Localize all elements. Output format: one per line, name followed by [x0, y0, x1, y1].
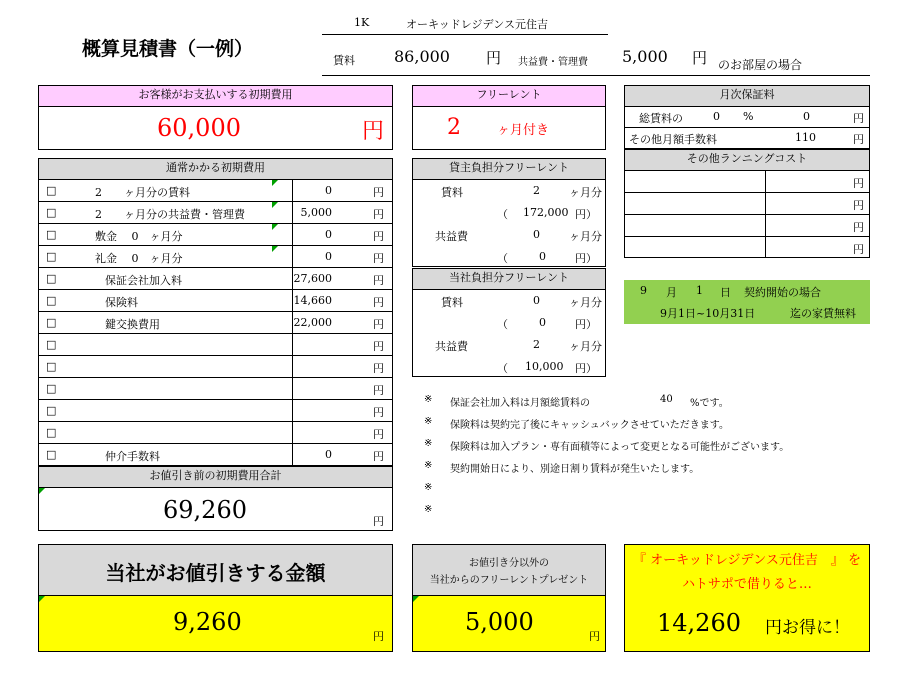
- owner-fee-paren-close: 円）: [575, 252, 597, 265]
- cost-row-yen: 円: [373, 362, 384, 375]
- running-cost-yen-3: 円: [853, 221, 864, 234]
- contract-month-unit: 月: [666, 286, 677, 299]
- contract-label: 契約開始の場合: [744, 286, 821, 299]
- owner-rent-paren-open: （: [497, 208, 508, 221]
- company-rent-unit: ヶ月分: [569, 296, 602, 309]
- note-mark-4: ※: [424, 460, 433, 471]
- note-1a: 保証会社加入料は月額総賃料の: [450, 398, 590, 409]
- cost-row-label: 礼金 0 ヶ月分: [95, 252, 183, 265]
- note-2: 保険料は契約完了後にキャッシュバックさせていただきます。: [450, 420, 729, 431]
- checkbox-icon[interactable]: □: [46, 404, 57, 417]
- total-header: お値引き前の初期費用合計: [38, 466, 393, 488]
- cost-row-value: 0: [325, 184, 332, 197]
- cost-row-yen: 円: [373, 252, 384, 265]
- owner-fee-months: 0: [533, 228, 540, 241]
- cost-row-yen: 円: [373, 384, 384, 397]
- room-type: 1K: [354, 16, 370, 29]
- cost-row: [38, 356, 393, 378]
- note-mark-1: ※: [424, 394, 433, 405]
- cost-row-value: 5,000: [300, 206, 332, 219]
- owner-rent-unit: ヶ月分: [569, 186, 602, 199]
- savings-line2: ハトサポで借りると…: [682, 577, 812, 592]
- cost-row: [38, 268, 393, 290]
- cost-row-yen: 円: [373, 274, 384, 287]
- owner-fee-unit: ヶ月分: [569, 230, 602, 243]
- present-header-box: [412, 544, 606, 596]
- page-title: 概算見積書（一例）: [82, 38, 254, 60]
- present-header-line1: お値引き分以外の: [469, 558, 549, 569]
- owner-fee-amount: 0: [539, 250, 546, 263]
- cost-row-yen: 円: [373, 318, 384, 331]
- owner-fee-paren-open: （: [497, 252, 508, 265]
- cost-row: [38, 224, 393, 246]
- header-fee-yen: 円: [692, 49, 708, 67]
- cost-row-yen: 円: [373, 406, 384, 419]
- discount-header: 当社がお値引きする金額: [105, 561, 326, 585]
- guarantee-row2-amount: 110: [795, 131, 816, 144]
- checkbox-icon[interactable]: □: [46, 294, 57, 307]
- cost-row-label: 保証会社加入料: [105, 274, 182, 287]
- running-cost-yen-2: 円: [853, 199, 864, 212]
- running-cost-header: その他ランニングコスト: [624, 149, 870, 171]
- note-3: 保険料は加入プラン・専有面積等によって変更となる可能性がございます。: [450, 442, 790, 453]
- running-cost-table: [624, 170, 870, 258]
- cost-row-label: 仲介手数料: [105, 450, 160, 463]
- free-rent-header: フリーレント: [412, 85, 606, 107]
- company-fee-label: 共益費: [435, 340, 468, 353]
- free-rent-suffix: ヶ月付き: [497, 123, 550, 138]
- contract-day: 1: [696, 284, 703, 297]
- company-fee-months: 2: [533, 338, 540, 351]
- cost-row-label: 2 ヶ月分の賃料: [95, 186, 190, 199]
- company-fee-unit: ヶ月分: [569, 340, 602, 353]
- contract-month: 9: [640, 284, 647, 297]
- header-fee-value: 5,000: [622, 47, 668, 66]
- company-free-rent-header: 当社負担分フリーレント: [412, 268, 606, 290]
- cost-row: [38, 202, 393, 224]
- property-name: オーキッドレジデンス元住吉: [406, 18, 548, 31]
- note-mark-6: ※: [424, 504, 433, 515]
- note-mark-2: ※: [424, 416, 433, 427]
- contract-day-unit: 日: [720, 286, 731, 299]
- checkbox-icon[interactable]: □: [46, 448, 57, 461]
- note-1b: 40: [660, 394, 673, 405]
- note-1c: %です。: [690, 398, 729, 409]
- monthly-guarantee-header: 月次保証料: [624, 85, 870, 107]
- owner-rent-paren-close: 円）: [575, 208, 597, 221]
- normal-costs-header: 通常かかる初期費用: [38, 158, 393, 180]
- cost-row: [38, 246, 393, 268]
- header-rent-label: 賃料: [333, 54, 355, 67]
- owner-rent-amount: 172,000: [523, 206, 569, 219]
- cost-row: [38, 180, 393, 202]
- owner-free-rent-header: 貸主負担分フリーレント: [412, 158, 606, 180]
- cost-row-value: 27,600: [293, 272, 332, 285]
- cost-row: [38, 290, 393, 312]
- customer-initial-box: [38, 106, 393, 150]
- contract-free-note: 迄の家賃無料: [790, 307, 856, 320]
- savings-amount: 14,260: [657, 609, 741, 637]
- cost-row-label: 2 ヶ月分の共益費・管理費: [95, 208, 245, 221]
- savings-suffix: 円お得に！: [765, 618, 850, 638]
- guarantee-row2-label: その他月額手数料: [629, 133, 717, 146]
- owner-rent-label: 賃料: [441, 186, 463, 199]
- cost-row-value: 14,660: [293, 294, 332, 307]
- free-rent-box: [412, 106, 606, 150]
- company-rent-paren-close: 円）: [575, 318, 597, 331]
- company-rent-months: 0: [533, 294, 540, 307]
- guarantee-row1-pct: %: [743, 110, 754, 123]
- company-fee-paren-close: 円）: [575, 362, 597, 375]
- guarantee-row2-yen: 円: [853, 133, 864, 146]
- contract-start-box: [624, 280, 870, 324]
- cost-row-yen: 円: [373, 186, 384, 199]
- header-fee-label: 共益費・管理費: [518, 57, 588, 68]
- checkbox-icon[interactable]: □: [46, 360, 57, 373]
- cost-row-yen: 円: [373, 230, 384, 243]
- discount-amount: 9,260: [173, 608, 242, 636]
- header-rent-value: 86,000: [394, 47, 450, 66]
- cost-row: [38, 444, 393, 466]
- contract-period: 9月1日~10月31日: [660, 307, 756, 320]
- present-amount: 5,000: [465, 608, 534, 636]
- free-rent-months: 2: [447, 115, 461, 140]
- owner-fee-label: 共益費: [435, 230, 468, 243]
- present-yen: 円: [589, 630, 600, 643]
- checkbox-icon[interactable]: □: [46, 272, 57, 285]
- cost-row-label: 鍵交換費用: [105, 318, 160, 331]
- company-rent-paren-open: （: [497, 318, 508, 331]
- note-mark-3: ※: [424, 438, 433, 449]
- total-yen: 円: [373, 515, 384, 528]
- discount-yen: 円: [373, 630, 384, 643]
- header-suffix: のお部屋の場合: [718, 58, 803, 72]
- cost-row-value: 0: [325, 228, 332, 241]
- cost-row-value: 22,000: [293, 316, 332, 329]
- cost-row-yen: 円: [373, 428, 384, 441]
- guarantee-row1-yen: 円: [853, 112, 864, 125]
- checkbox-icon[interactable]: □: [46, 316, 57, 329]
- note-4: 契約開始日により、別途日割り賃料が発生いたします。: [450, 464, 700, 475]
- cost-row-yen: 円: [373, 296, 384, 309]
- company-fee-paren-open: （: [497, 362, 508, 375]
- discount-amount-box: [38, 595, 393, 652]
- guarantee-row1-amount: 0: [803, 110, 810, 123]
- cost-row: [38, 378, 393, 400]
- company-fee-amount: 10,000: [525, 360, 564, 373]
- guarantee-row1-label: 総賃料の: [639, 112, 683, 125]
- present-header-line2: 当社からのフリーレントプレゼント: [429, 575, 589, 586]
- savings-box: [624, 544, 870, 652]
- customer-initial-header: お客様がお支払いする初期費用: [38, 85, 393, 107]
- owner-free-rent-box: [412, 179, 606, 267]
- total-box: [38, 487, 393, 531]
- company-rent-amount: 0: [539, 316, 546, 329]
- guarantee-row-2: [624, 127, 870, 149]
- checkbox-icon[interactable]: □: [46, 250, 57, 263]
- checkbox-icon[interactable]: □: [46, 228, 57, 241]
- checkbox-icon[interactable]: □: [46, 338, 57, 351]
- checkbox-icon[interactable]: □: [46, 184, 57, 197]
- cost-row: [38, 312, 393, 334]
- checkbox-icon[interactable]: □: [46, 206, 57, 219]
- cost-row-label: 保険料: [105, 296, 138, 309]
- note-mark-5: ※: [424, 482, 433, 493]
- cost-row-yen: 円: [373, 208, 384, 221]
- customer-initial-amount: 60,000: [157, 114, 241, 142]
- cost-row-label: 敷金 0 ヶ月分: [95, 230, 183, 243]
- running-cost-yen-4: 円: [853, 243, 864, 256]
- company-free-rent-box: [412, 289, 606, 377]
- total-amount: 69,260: [163, 496, 247, 524]
- cost-row: [38, 400, 393, 422]
- cost-row-value: 0: [325, 448, 332, 461]
- cost-row-yen: 円: [373, 450, 384, 463]
- checkbox-icon[interactable]: □: [46, 426, 57, 439]
- cost-row: [38, 334, 393, 356]
- header-rent-yen: 円: [486, 49, 502, 67]
- owner-rent-months: 2: [533, 184, 540, 197]
- savings-line1: 『 オーキッドレジデンス元住吉 』 を: [632, 553, 862, 568]
- customer-initial-yen: 円: [362, 119, 385, 144]
- cost-row: [38, 422, 393, 444]
- company-rent-label: 賃料: [441, 296, 463, 309]
- running-cost-yen-1: 円: [853, 177, 864, 190]
- guarantee-row-1: [624, 106, 870, 128]
- present-amount-box: [412, 595, 606, 652]
- cost-row-yen: 円: [373, 340, 384, 353]
- discount-header-box: [38, 544, 393, 596]
- guarantee-row1-value: 0: [713, 110, 720, 123]
- checkbox-icon[interactable]: □: [46, 382, 57, 395]
- cost-row-value: 0: [325, 250, 332, 263]
